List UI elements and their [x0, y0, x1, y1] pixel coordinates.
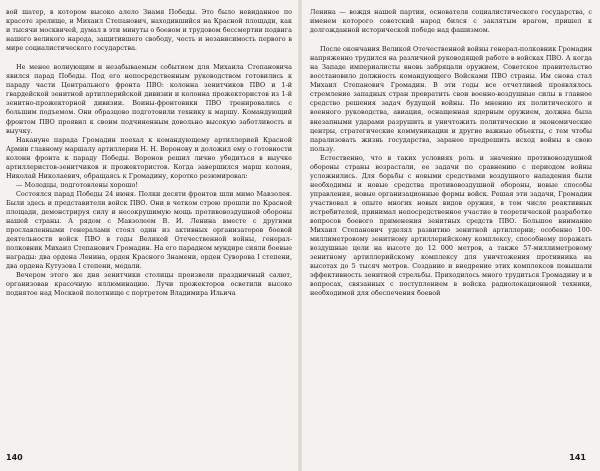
page-number-left: 140	[6, 453, 23, 462]
right-page-text	[310, 8, 592, 298]
paragraph: Состоялся парад Победы 24 июня. Полки десяти фронтов шли мимо Мавзолея. Были здесь и представители войск ПВО. Они в четком строю прошли по Красной площади, демонстрируя силу и несокрушимую мощь противовоздушной обороны нашей страны. А рядом с Мавзолеем В. И. Ленина вместе с другими прославленными генералами стоял один из активных организаторов боевой деятельности войск ПВО в годы Великой Отечественной войны, генерал-полковник Михаил Степанович Громадин. На его парадном мундире сияли боевые награды: два ордена Ленина, орден Красного Знамени, орден Суворова I степени, два ордена Кутузова I степени, медали.	[6, 189, 292, 271]
paragraph: Накануне парада Громадин поехал к командующему артиллерией Красной Армии главному маршалу артиллерии Н. Н. Воронову и доложил ему о готовности колонн фронта к параду Победы. Воронов решил лично убедиться в выучке артиллеристов-зенитчиков и прожектористов. Когда завершился марш колонн, Николай Николаевич, обращаясь к Громадину, коротко резюмировал:	[6, 135, 292, 180]
paragraph: — Молодцы, подготовлены хорошо!	[16, 180, 138, 189]
paragraph: Не менее волнующим и незабываемым событием для Михаила Степановича явился парад Победы. Под его непосредственным руководством готовились к параду части Центрального фронта ПВО: колонна зенитчиков ПВО и 1-й гвардейской зенитной артиллерийской дивизии и колонна прожектористов из 1-й зенитно-прожекторной дивизии. Воины-фронтовики ПВО тренировались с большим подъемом. Они образцово подготовили технику к маршу. Командующий фронтом ПВО проявил к своим подчиненным довольно высокую заботливость и выучку.	[6, 63, 292, 135]
paragraph: Вечером этого же дня зенитчики столицы произвели праздничный салют, организовав красочную иллюминацию. Лучи прожекторов осветили высоко поднятое над Москвой полотнище с портретом Владимира Ильича	[6, 271, 292, 298]
page-number-right: 141	[569, 453, 586, 462]
paragraph: вой шатер, в котором высоко алело Знамя Победы. Это было невиданное по красоте зрелище, и Михаил Степанович, находившийся на Красной площади, как и тысячи москвичей, думал в эти минуты о боевом и трудовом бессмертии подвига нашего великого народа, защитившего свободу, честь и независимость первого в мире социалистического государства.	[6, 8, 292, 53]
paragraph: После окончания Великой Отечественной войны генерал-полковник Громадин напряженно трудился на различной руководящей работе в войсках ПВО. А когда на Западе империалисты вновь забряцали оружием, Советское правительство восстановило должность командующего Войсками ПВО страны. Им снова стал Михаил Степанович Громадин. В эти годы все отчетливей проявлялось стремление западных стран превратить свои военно-воздушные силы в главное средство решения задач будущей войны. По мнению их политического и военного руководства, авиация, оснащенная ядерным оружием, должна была внезапными ударами разрушить и уничтожить политические и экономические центры, стратегические коммуникации и другие важные объекты, с тем чтобы парализовать жизнь государства, заранее предрешить исход войны в свою пользу.	[310, 45, 592, 153]
paragraph: Естественно, что в таких условиях роль и значение противовоздушной обороны страны возрастали, ее задачи по сравнению с периодом войны усложнились. Для борьбы с новыми средствами воздушного нападения были необходимы и новые средства противовоздушной обороны, новые способы управления, новые организационные формы войск. Решая эти задачи, Громадин участвовал в опыте многих новых видов оружия, в том числе реактивных истребителей, принимал непосредственное участие в теоретической разработке вопросов боевого применения зенитных средств ПВО. Большое внимание Михаил Степанович уделял развитию зенитной артиллерии; особенно 100-миллиметровому зенитному артиллерийскому комплексу, способному поражать воздушные цели на высоте до 12 000 метров, а также 57-миллиметровому зенитному артиллерийскому комплексу для уничтожения противника на высотах до 5 тысяч метров. Создание и внедрение этих комплексов повышали эффективность зенитной стрельбы. Приходилось много трудиться Громадину и в вопросах, связанных с поступлением в войска радиолокационной техники, необходимой для обеспечения боевой	[310, 153, 592, 298]
left-page-text	[6, 8, 292, 298]
paragraph: Ленина — вождя нашей партии, основателя социалистического государства, с именем которого советский народ бился с заклятым врагом, пришел к долгожданной исторической победе над фашизмом.	[310, 8, 592, 35]
right-page	[300, 0, 600, 471]
